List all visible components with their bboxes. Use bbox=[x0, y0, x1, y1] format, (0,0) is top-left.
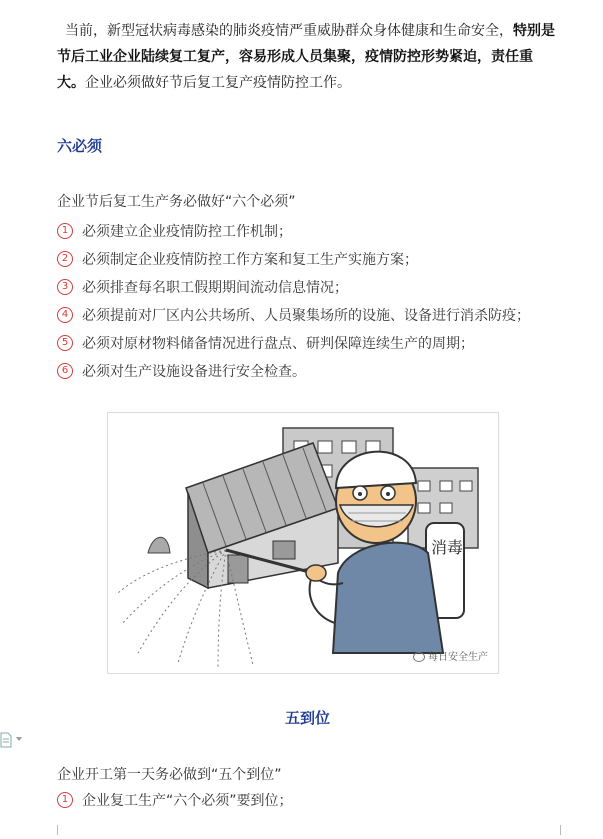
section-heading-five-in-place: 五到位 bbox=[285, 709, 331, 727]
list-item bbox=[57, 245, 530, 273]
list-item-text: 必须对原材物料储备情况进行盘点、研判保障连续生产的周期； bbox=[82, 336, 474, 352]
list-item-text: 必须建立企业疫情防控工作机制； bbox=[82, 224, 292, 240]
circled-number: 5 bbox=[57, 335, 73, 351]
disinfection-cartoon bbox=[108, 413, 498, 673]
circled-number: 3 bbox=[57, 279, 73, 295]
list-item-text: 必须排查每名职工假期期间流动信息情况； bbox=[82, 280, 348, 296]
circled-number: 2 bbox=[57, 251, 73, 267]
five-in-place-list bbox=[57, 786, 293, 814]
list-item bbox=[57, 357, 530, 385]
tank-label: 消毒 bbox=[431, 538, 464, 557]
list-item-text: 必须制定企业疫情防控工作方案和复工生产实施方案； bbox=[82, 252, 418, 268]
document-options[interactable] bbox=[0, 732, 14, 748]
watermark-text: 每日安全生产 bbox=[428, 652, 488, 663]
list-item-text: 企业复工生产“六个必须”要到位； bbox=[82, 793, 293, 809]
list-item-text: 必须提前对厂区内公共场所、人员聚集场所的设施、设备进行消杀防疫； bbox=[82, 308, 530, 324]
list-item bbox=[57, 301, 530, 329]
disinfection-illustration bbox=[107, 412, 499, 674]
six-musts-list bbox=[57, 217, 530, 385]
illustration-watermark bbox=[413, 648, 488, 663]
margin-corner-mark bbox=[560, 825, 571, 835]
intro-text-bold: 特别是节后工业企业陆续复工复产，容易形成人员集聚，疫情防控形势紧迫，责任重大。 bbox=[57, 23, 555, 91]
margin-corner-mark bbox=[47, 825, 58, 835]
list-item bbox=[57, 273, 530, 301]
intro-text-normal: 当前，新型冠状病毒感染的肺炎疫情严重威胁群众身体健康和生命安全， bbox=[65, 23, 513, 39]
section-intro-six-musts: 企业节后复工生产务必做好“六个必须” bbox=[57, 194, 296, 210]
intro-text-normal-end: 企业必须做好节后复工复产疫情防控工作。 bbox=[85, 75, 351, 91]
chevron-down-icon[interactable] bbox=[16, 737, 22, 741]
list-item bbox=[57, 786, 293, 814]
list-item bbox=[57, 217, 530, 245]
list-item bbox=[57, 329, 530, 357]
section-heading-six-musts: 六必须 bbox=[57, 137, 103, 155]
circled-number: 1 bbox=[57, 792, 73, 808]
circled-number: 6 bbox=[57, 363, 73, 379]
intro-paragraph bbox=[57, 18, 557, 96]
list-item-text: 必须对生产设施设备进行安全检查。 bbox=[82, 364, 306, 380]
circled-number: 4 bbox=[57, 307, 73, 323]
section-intro-five-in-place: 企业开工第一天务必做到“五个到位” bbox=[57, 767, 282, 783]
wechat-icon bbox=[413, 652, 425, 662]
circled-number: 1 bbox=[57, 223, 73, 239]
